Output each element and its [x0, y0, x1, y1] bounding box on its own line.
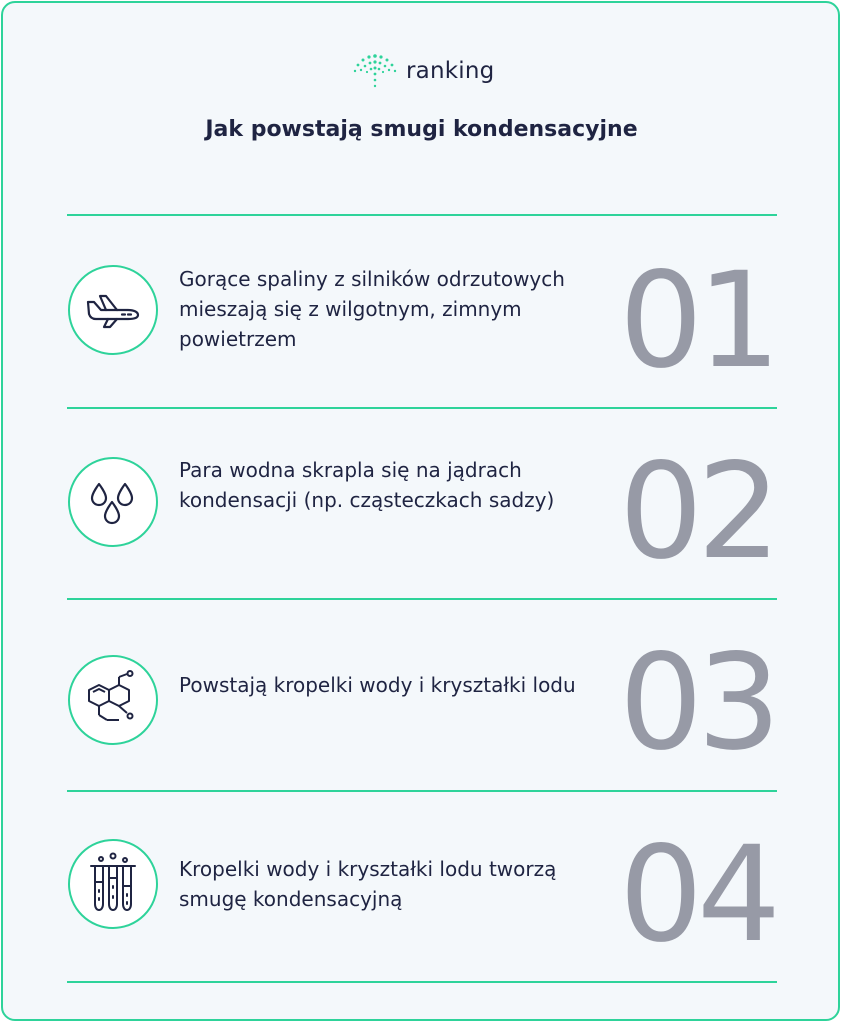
divider [67, 790, 777, 792]
test-tubes-icon [83, 852, 143, 916]
step-4-number: 04 [619, 818, 775, 972]
page-title: Jak powstają smugi kondensacyjne [205, 117, 638, 142]
step-3-number: 03 [619, 626, 775, 780]
step-2-text: Para wodna skrapla się na jądrach kondensacji (np. cząsteczkach sadzy) [179, 458, 555, 512]
molecule-icon [83, 670, 143, 730]
step-3-icon-badge [68, 655, 158, 745]
step-2-number: 02 [619, 435, 775, 589]
step-1-icon-badge [68, 265, 158, 355]
step-1-number: 01 [619, 244, 775, 398]
step-3-text: Powstają kropelki wody i kryształki lodu [179, 673, 576, 697]
divider [67, 214, 777, 216]
divider [67, 981, 777, 983]
brand-name: ranking [406, 58, 495, 84]
step-1-text: Gorące spaliny z silników odrzutowych mieszają się z wilgotnym, zimnym powietrzem [179, 267, 565, 351]
divider [67, 407, 777, 409]
ranking-logo-icon [352, 50, 398, 92]
brand-logo [352, 50, 494, 92]
airplane-icon [84, 290, 142, 330]
step-4-icon-badge [68, 839, 158, 929]
step-4-text: Kropelki wody i kryształki lodu tworzą smugę kondensacyjną [179, 857, 557, 911]
water-drops-icon [89, 478, 137, 526]
step-2-icon-badge [68, 457, 158, 547]
divider [67, 598, 777, 600]
